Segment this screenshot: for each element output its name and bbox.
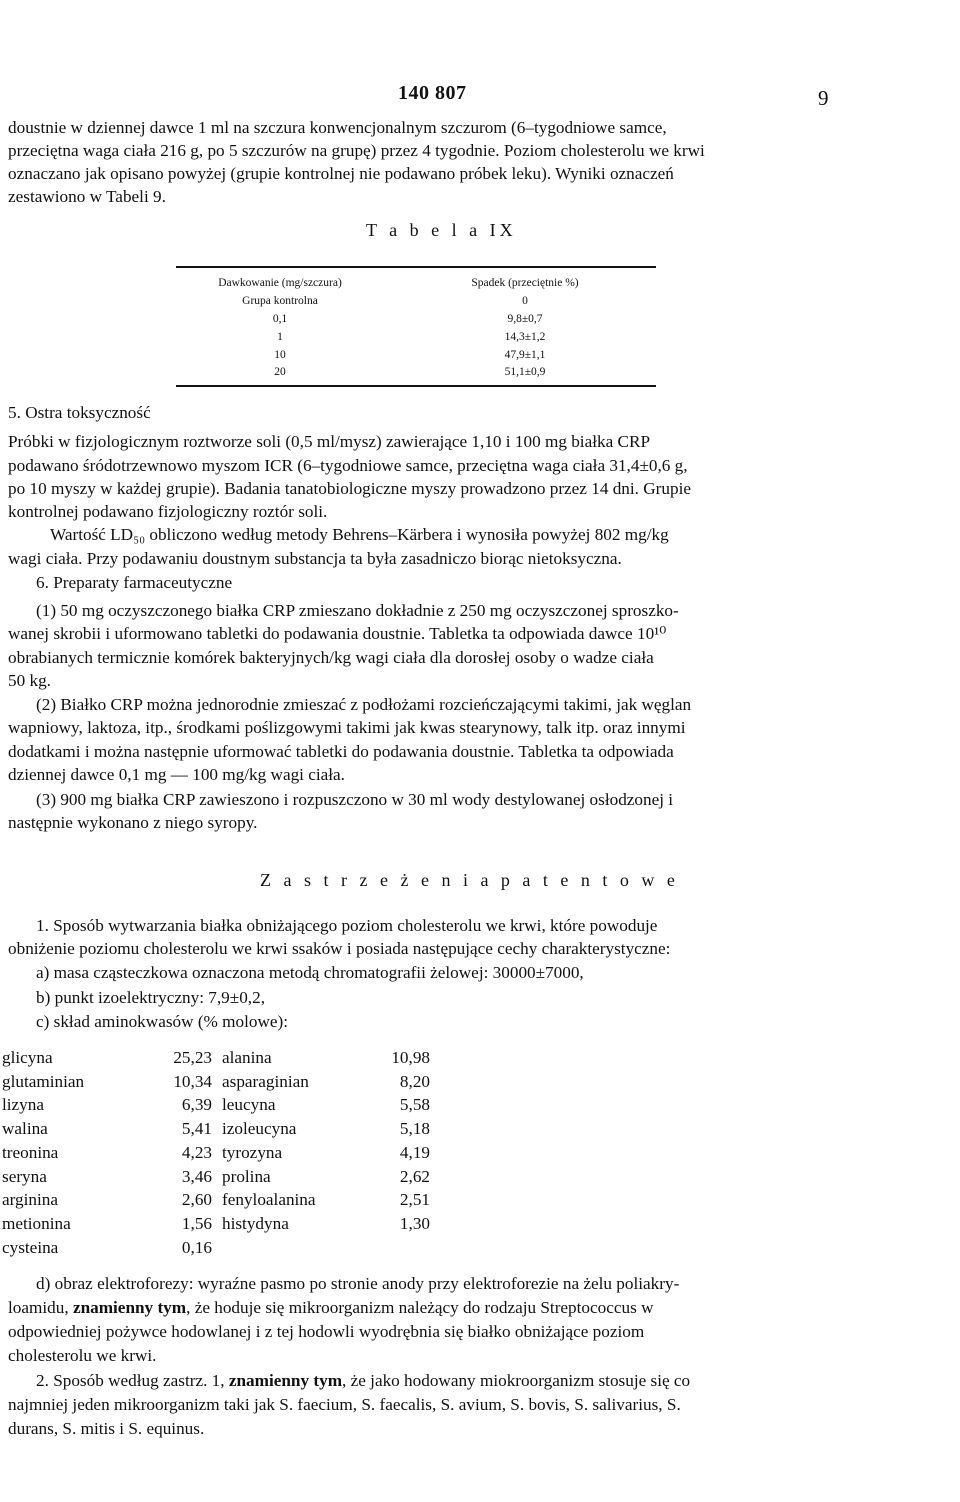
amino-acid-name: lizyna (2, 1095, 44, 1114)
section6-line: 50 kg. (8, 671, 51, 690)
amino-acid-name: cysteina (2, 1238, 59, 1257)
table-cell-decrease: 14,3±1,2 (504, 331, 546, 343)
claim-line: durans, S. mitis i S. equinus. (8, 1419, 205, 1438)
section6-line: dodatkami i można następnie uformować tabletki do podawania doustnie. Tabletka ta odpowiada (8, 742, 674, 761)
section6-line: (2) Białko CRP można jednorodnie zmieszać z podłożami rozcieńczającymi takimi, jak węglan (36, 695, 692, 714)
amino-acid-name: metionina (2, 1214, 71, 1233)
claim-line: 2. Sposób według zastrz. 1, znamienny tym, że jako hodowany miokroorganizm stosuje się co (36, 1371, 691, 1390)
section6-line: wapniowy, laktoza, itp., środkami poślizgowymi takimi jak kwas stearynowy, talk itp. oraz innymi (8, 718, 686, 737)
amino-acid-value: 5,41 (181, 1119, 212, 1138)
intro-line: oznaczano jak opisano powyżej (grupie kontrolnej nie podawano próbek leku). Wyniki oznaczeń (8, 164, 674, 183)
amino-acid-value: 4,19 (399, 1143, 430, 1162)
claim-line: a) masa cząsteczkowa oznaczona metodą chromatografii żelowej: 30000±7000, (36, 963, 584, 982)
emphasis-phrase: znamienny tym (228, 1371, 343, 1390)
patent-number: 140 807 (398, 82, 467, 104)
claim-line: obniżenie poziomu cholesterolu we krwi ssaków i posiada następujące cechy charakterystyczne: (8, 939, 671, 958)
table-cell-dose: 1 (277, 331, 283, 343)
amino-acid-value: 2,51 (399, 1190, 430, 1209)
amino-acid-value: 8,20 (399, 1072, 430, 1091)
amino-acid-name: histydyna (222, 1214, 289, 1233)
section6-line: następnie wykonano z niego syropy. (8, 813, 258, 832)
amino-acid-value: 4,23 (181, 1143, 212, 1162)
page-number: 9 (818, 86, 829, 110)
table-cell-dose: 0,1 (272, 313, 288, 325)
table-title: T a b e l a IX (366, 220, 517, 240)
amino-acid-name: seryna (2, 1167, 47, 1186)
table-header-dose: Dawkowanie (mg/szczura) (218, 277, 342, 289)
section5-line: podawano śródotrzewnowo myszom ICR (6–tygodniowe samce, przeciętna waga ciała 31,4±0,6 g, (8, 456, 688, 475)
section5-line: Wartość LD₅₀ obliczono według metody Behrens–Kärbera i wynosiła powyżej 802 mg/kg (50, 525, 669, 544)
amino-acid-name: treonina (2, 1143, 59, 1162)
emphasis-phrase: znamienny tym (72, 1298, 187, 1317)
claim-line: d) obraz elektroforezy: wyraźne pasmo po stronie anody przy elektroforezie na żelu poliakry- (36, 1274, 680, 1293)
claim-line: cholesterolu we krwi. (8, 1346, 157, 1365)
amino-acid-value: 6,39 (181, 1095, 212, 1114)
table-cell-dose: Grupa kontrolna (242, 295, 318, 307)
amino-acid-name: leucyna (222, 1095, 276, 1114)
section5-line: po 10 myszy w każdej grupie). Badania tanatobiologiczne myszy prowadzono przez 14 dni. Grupie (8, 479, 691, 498)
amino-acid-value: 2,60 (181, 1190, 212, 1209)
claim-line: 1. Sposób wytwarzania białka obniżającego poziom cholesterolu we krwi, które powoduje (36, 916, 658, 935)
table-cell-decrease: 47,9±1,1 (504, 349, 546, 361)
table-cell-dose: 10 (274, 349, 286, 361)
amino-acid-value: 5,58 (399, 1095, 430, 1114)
section-heading: 6. Preparaty farmaceutyczne (36, 573, 233, 592)
amino-acid-name: alanina (222, 1048, 272, 1067)
amino-acid-value: 1,30 (399, 1214, 430, 1233)
claim-line: c) skład aminokwasów (% molowe): (36, 1012, 289, 1031)
amino-acid-value: 5,18 (399, 1119, 430, 1138)
amino-acid-name: walina (2, 1119, 48, 1138)
intro-line: zestawiono w Tabeli 9. (8, 187, 166, 206)
section6-line: (3) 900 mg białka CRP zawieszono i rozpuszczono w 30 ml wody destylowanej osłodzonej i (36, 790, 674, 809)
amino-acid-name: izoleucyna (222, 1119, 297, 1138)
amino-acid-value: 2,62 (399, 1167, 430, 1186)
section-heading: 5. Ostra toksyczność (8, 403, 151, 422)
claim-line: loamidu, znamienny tym, że hoduje się mikroorganizm należący do rodzaju Streptococcus w (8, 1298, 654, 1317)
claims-title: Z a s t r z e ż e n i a p a t e n t o w e (260, 870, 679, 890)
section6-line: dziennej dawce 0,1 mg — 100 mg/kg wagi ciała. (8, 765, 345, 784)
amino-acid-name: glutaminian (2, 1072, 85, 1091)
claim-line: b) punkt izoelektryczny: 7,9±0,2, (36, 988, 265, 1007)
amino-acid-name: glicyna (2, 1048, 53, 1067)
section5-line: kontrolnej podawano fizjologiczny roztór soli. (8, 502, 328, 521)
claim-line: odpowiedniej pożywce hodowlanej i z tej hodowli wyodrębnia się białko obniżające poziom (8, 1322, 645, 1341)
amino-acid-name: asparaginian (222, 1072, 309, 1091)
table-cell-decrease: 9,8±0,7 (507, 313, 543, 325)
section5-line: wagi ciała. Przy podawaniu doustnym substancja ta była zasadniczo biorąc nietoksyczna. (8, 549, 622, 568)
intro-line: przeciętna waga ciała 216 g, po 5 szczurów na grupę) przez 4 tygodnie. Poziom cholesterolu we krwi (8, 141, 705, 160)
section6-line: wanej skrobii i uformowano tabletki do podawania doustnie. Tabletka ta odpowiada dawce 10¹⁰ (8, 624, 667, 643)
amino-acid-value: 10,34 (173, 1072, 212, 1091)
table-cell-decrease: 51,1±0,9 (504, 366, 546, 378)
amino-acid-value: 25,23 (173, 1048, 212, 1067)
section6-line: (1) 50 mg oczyszczonego białka CRP zmieszano dokładnie z 250 mg oczyszczonej sproszko- (36, 601, 679, 620)
amino-acid-value: 3,46 (181, 1167, 212, 1186)
table-bottom-rule (176, 385, 656, 387)
intro-line: doustnie w dziennej dawce 1 ml na szczura konwencjonalnym szczurom (6–tygodniowe samce, (8, 118, 667, 137)
table-top-rule (176, 266, 656, 268)
table-cell-dose: 20 (274, 366, 286, 378)
amino-acid-name: prolina (222, 1167, 271, 1186)
amino-acid-name: fenyloalanina (222, 1190, 316, 1209)
amino-acid-name: arginina (2, 1190, 59, 1209)
section5-line: Próbki w fizjologicznym roztworze soli (0,5 ml/mysz) zawierające 1,10 i 100 mg białka CRP (8, 432, 650, 451)
amino-acid-value: 1,56 (181, 1214, 212, 1233)
table-header-decrease: Spadek (przeciętnie %) (471, 277, 579, 289)
table-cell-decrease: 0 (522, 295, 528, 307)
amino-acid-name: tyrozyna (222, 1143, 283, 1162)
amino-acid-value: 10,98 (391, 1048, 430, 1067)
amino-acid-value: 0,16 (181, 1238, 212, 1257)
section6-line: obrabianych termicznie komórek bakteryjnych/kg wagi ciała dla dorosłej osoby o wadze ciała (8, 648, 654, 667)
claim-line: najmniej jeden mikroorganizm taki jak S. faecium, S. faecalis, S. avium, S. bovis, S. salivarius, S. (8, 1395, 681, 1414)
